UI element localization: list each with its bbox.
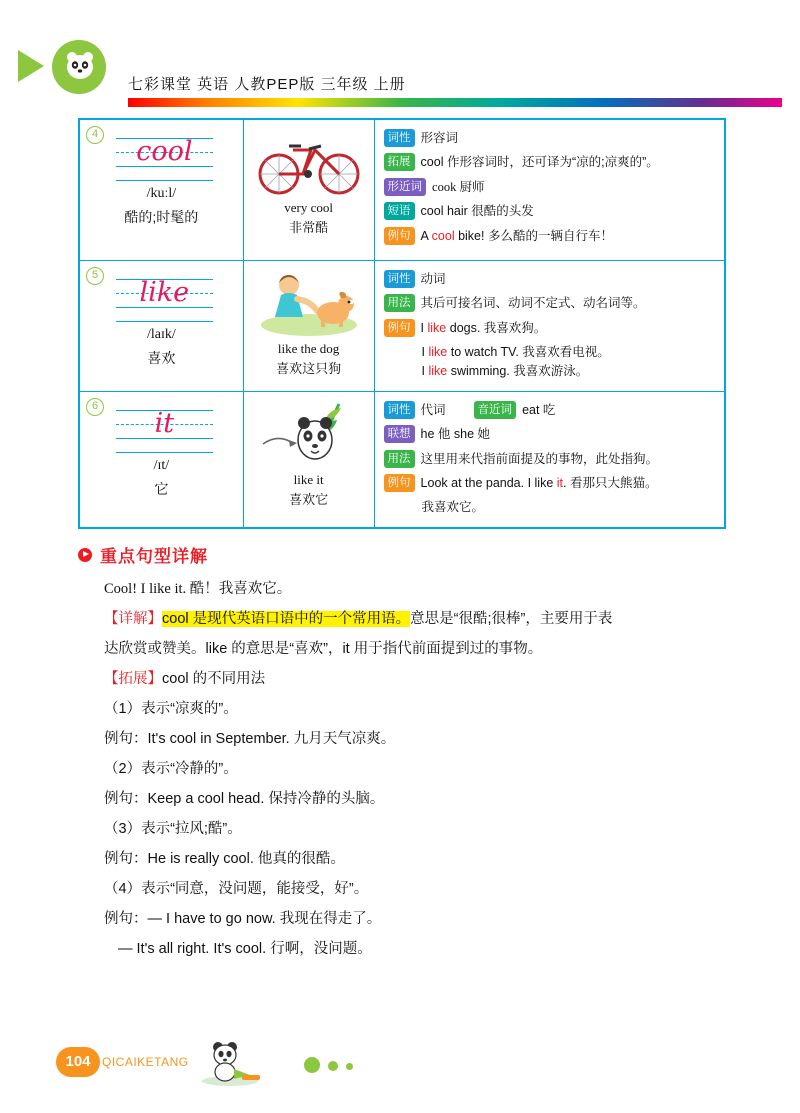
decorative-dot [328,1061,338,1071]
play-arrow-icon [18,50,44,82]
page-number: 104 [56,1047,100,1077]
word-cell-cool [79,119,243,260]
explanation-row [384,129,716,148]
body-line: 例句：— I have to go now. 我现在得走了。 [104,911,382,927]
explanation-text: cook 厨师 [432,179,485,194]
word-handwriting: cool [136,136,193,167]
explanation-text: 形容词 [420,131,459,145]
four-line-grid [116,134,213,180]
explanation-text: 动词 [420,271,446,286]
word-handwriting: it [154,407,175,439]
bicycle-icon [253,128,365,198]
tag-label: 词性 [384,401,415,419]
picture-caption-en: very cool [284,200,333,215]
explanation-row [384,401,716,420]
word-cell-it [79,391,243,527]
body-text: 意思是“很酷;很棒”，主要用于表 [410,611,613,627]
rainbow-divider [128,98,782,107]
body-line: Cool! I like it. 酷！我喜欢它。 [104,581,292,597]
body-line: （2）表示“冷静的”。 [104,761,238,777]
explanation-row [384,450,716,469]
tag-label: 例句 [384,319,415,337]
explanation-row [384,319,716,338]
entry-number-badge: 5 [86,267,104,285]
meaning-text: 它 [154,480,169,497]
body-line: 例句：He is really cool. 他真的很酷。 [104,851,345,867]
entry-number-badge: 6 [86,398,104,416]
body-line: （1）表示“凉爽的”。 [104,701,238,717]
body-text: cool 的不同用法 [162,671,266,687]
meaning-text: 喜欢 [147,349,176,366]
explanation-row [384,270,716,289]
picture-cell-it [243,391,374,527]
body-line [104,664,728,694]
explanation-text: Look at the panda. I like it. 看那只大熊猫。 [420,475,658,490]
tag-label: 词性 [384,270,415,288]
body-line [104,604,728,634]
vocabulary-table [78,118,726,529]
table-row [79,119,725,260]
explanation-text: 这里用来代指前面提及的事物，此处指狗。 [420,451,659,466]
section-heading [78,542,208,567]
decorative-dot [304,1057,320,1073]
tag-label: 用法 [384,294,415,312]
page-header [0,28,800,93]
explanation-row [384,294,716,313]
picture-caption-en: like the dog [277,340,340,356]
entry-number-badge: 4 [86,126,104,144]
explanation-extra: I like swimming. 我喜欢游泳。 [421,364,589,379]
four-line-grid [116,406,213,452]
phonetic-text: /kuːl/ [146,186,177,201]
table-row [79,260,725,391]
word-handwriting: like [139,276,190,308]
tag-label: 拓展 [384,153,415,171]
tag-label: 用法 [384,450,415,468]
body-line: （3）表示“拉风;酷”。 [104,821,242,837]
explanation-row [384,227,716,246]
page-footer [56,1039,756,1089]
body-line: 例句：Keep a cool head. 保持冷静的头脑。 [104,791,385,807]
decorative-dot [346,1063,353,1070]
tag-label: 例句 [384,227,415,245]
table-row [79,391,725,527]
tag-label: 词性 [384,129,415,147]
tag-label: 形近词 [384,178,427,196]
four-line-grid [116,275,213,321]
explanation-text: I like dogs. 我喜欢狗。 [420,320,547,335]
girl-and-dog-icon [253,269,365,339]
explanation-text: cool hair 很酷的头发 [420,204,534,219]
body-line: 例句：It's cool in September. 九月天气凉爽。 [104,731,396,747]
tag-label-secondary: 音近词 [474,401,517,419]
explanation-text: cool 作形容词时，还可译为“凉的;凉爽的”。 [420,155,659,170]
explanation-text: he 他 she 她 [420,427,491,442]
picture-caption-cn: 喜欢它 [289,491,329,507]
picture-caption-cn: 非常酷 [289,220,329,235]
picture-caption-cn: 喜欢这只狗 [276,360,342,376]
explanation-cell-like [374,260,725,391]
explanation-row [384,425,716,444]
highlighted-text: cool 是现代英语口语中的一个常用语。 [162,611,411,627]
book-title: 七彩课堂 英语 人教PEP版 三年级 上册 [128,76,406,93]
word-cell-like [79,260,243,391]
body-line: （4）表示“同意，没问题，能接受，好”。 [104,881,369,897]
detail-marker: 【详解】 [104,611,162,627]
explanation-row [384,178,716,197]
tag-label: 短语 [384,202,415,220]
body-line: — It's all right. It's cool. 行啊，没问题。 [118,941,372,957]
explanation-text: A cool bike! 多么酷的一辆自行车！ [420,228,613,243]
picture-cell-cool [243,119,374,260]
brand-label: QICAIKETANG [102,1055,189,1069]
explanation-body [104,574,728,964]
meaning-text: 酷的;时髦的 [124,209,199,225]
panda-icon [253,400,365,470]
tag-label: 例句 [384,474,415,492]
explanation-text: 其后可接名词、动词不定式、动名词等。 [420,296,646,311]
explanation-row [384,153,716,172]
section-title: 重点句型详解 [100,547,208,566]
picture-cell-like [243,260,374,391]
phonetic-text: /ɪt/ [153,457,170,473]
explanation-text-secondary: eat 吃 [522,402,556,417]
explanation-extra: I like to watch TV. 我喜欢看电视。 [421,345,610,359]
explanation-cell-it [374,391,725,527]
picture-caption-en: like it [293,471,324,487]
explanation-text: 代词 [420,402,446,417]
explanation-row [384,202,716,221]
explanation-cell-cool [374,119,725,260]
panda-logo-icon [62,48,98,86]
red-triangle-bullet-icon [78,548,92,562]
tag-label: 联想 [384,425,415,443]
body-line: 达欣赏或赞美。like 的意思是“喜欢”，it 用于指代前面提到过的事物。 [104,641,543,657]
explanation-extra: 我喜欢它。 [421,500,485,515]
panda-reading-icon [198,1039,278,1087]
extension-marker: 【拓展】 [104,671,162,687]
phonetic-text: /laɪk/ [146,326,176,342]
explanation-row [384,474,716,493]
